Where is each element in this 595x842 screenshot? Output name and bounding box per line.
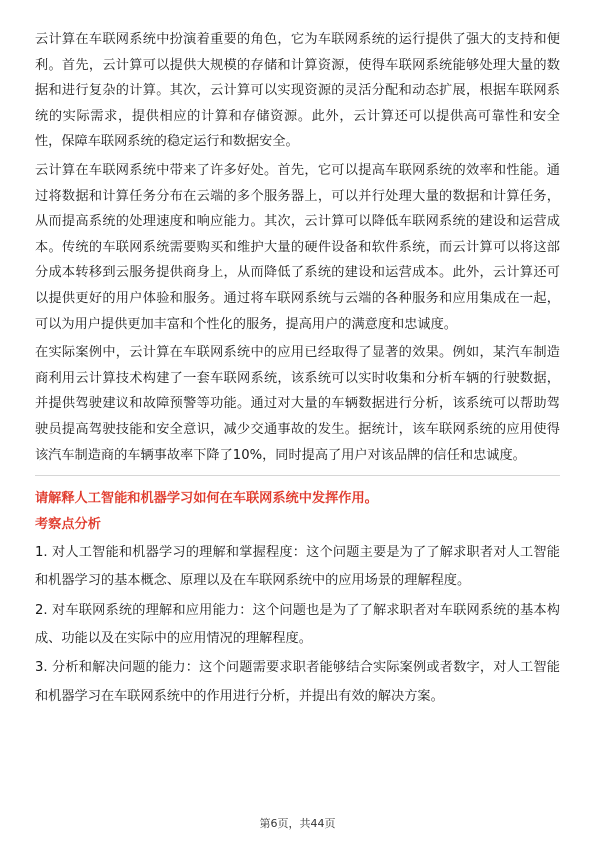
analysis-item-3: 3. 分析和解决问题的能力：这个问题需要求职者能够结合实际案例或者数字，对人工智能和机器学习在车联网系统中的作用进行分析，并提出有效的解决方案。 bbox=[35, 660, 560, 704]
analysis-item-2: 2. 对车联网系统的理解和应用能力：这个问题也是为了了解求职者对车联网系统的基本构成、功能以及在实际中的应用情况的理解程度。 bbox=[35, 602, 560, 646]
body-paragraph-cloud-role: 云计算在车联网系统中扮演着重要的角色，它为车联网系统的运行提供了强大的支持和便利。首先，云计算可以提供大规模的存储和计算资源，使得车联网系统能够处理大量的数据和进行复杂的计算。其次，云计算可以实现资源的灵活分配和动态扩展，根据车联网系统的实际需求，提供相应的计算和存储资源。此外，云计算还可以提供高可靠性和安全性，保障车联网系统的稳定运行和数据安全。 bbox=[35, 32, 560, 150]
section-divider bbox=[35, 475, 560, 476]
document-page bbox=[35, 27, 560, 712]
analysis-item-1: 1. 对人工智能和机器学习的理解和掌握程度：这个问题主要是为了了解求职者对人工智能和机器学习的基本概念、原理以及在车联网系统中的应用场景的理解程度。 bbox=[35, 544, 560, 589]
question-title: 请解释人工智能和机器学习如何在车联网系统中发挥作用。 bbox=[35, 491, 378, 507]
body-paragraph-case-study: 在实际案例中，云计算在车联网系统中的应用已经取得了显著的效果。例如，某汽车制造商利用云计算技术构建了一套车联网系统，该系统可以实时收集和分析车辆的行驶数据，并提供驾驶建议和故障预警等功能。通过对大量的车辆数据进行分析，该系统可以帮助驾驶员提高驾驶技能和安全意识，减少交通事故的发生。据统计，该车联网系统的应用使得该汽车制造商的车辆事故率下降了10%，同时提高了用户对该品牌的信任和忠诚度。 bbox=[35, 345, 560, 463]
analysis-heading: 考察点分析 bbox=[35, 516, 101, 532]
body-paragraph-cloud-benefits: 云计算在车联网系统中带来了许多好处。首先，它可以提高车联网系统的效率和性能。通过将数据和计算任务分布在云端的多个服务器上，可以并行处理大量的数据和计算任务，从而提高系统的处理速度和响应能力。其次，云计算可以降低车联网系统的建设和运营成本。传统的车联网系统需要购买和维护大量的硬件设备和软件系统，而云计算可以将这部分成本转移到云服务提供商身上，从而降低了系统的建设和运营成本。此外，云计算还可以提供更好的用户体验和服务。通过将车联网系统与云端的各种服务和应用集成在一起，可以为用户提供更加丰富和个性化的服务，提高用户的满意度和忠诚度。 bbox=[35, 162, 560, 332]
page-number-footer: 第6页，共44页 bbox=[259, 817, 336, 830]
